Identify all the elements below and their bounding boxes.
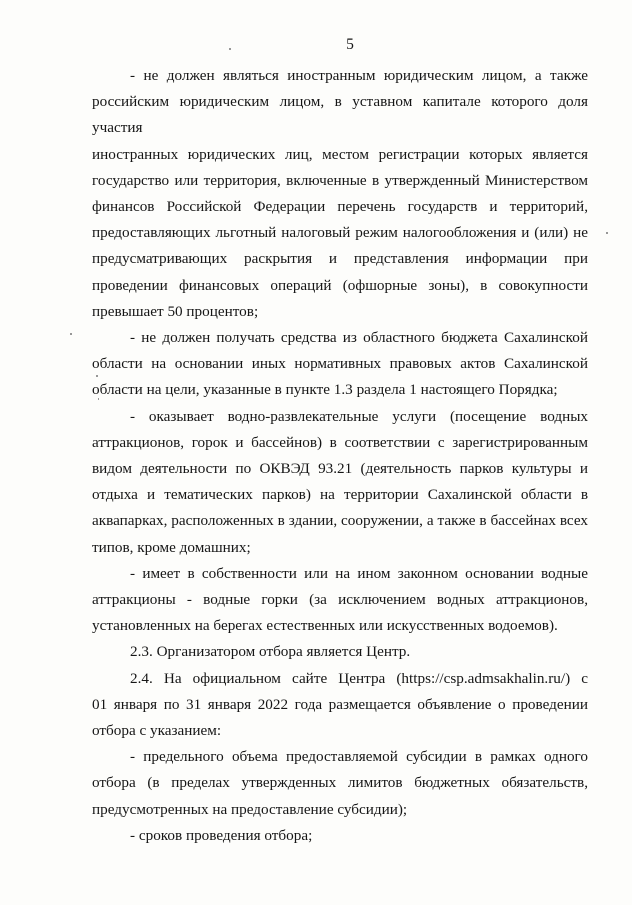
text-line: предусматривающих раскрытия и представления информации при [92, 250, 588, 268]
text-line: области на цели, указанные в пункте 1.3 раздела 1 настоящего Порядка; [92, 381, 558, 399]
paragraph [92, 639, 588, 665]
scan-speck [70, 333, 72, 335]
paragraph [92, 823, 588, 849]
text-line: отбора с указанием: [92, 722, 222, 740]
page-number: 5 [346, 36, 354, 53]
text-line: аттракционов, горок и бассейнов) в соответствии с зарегистрированным [92, 433, 588, 451]
paragraph [92, 561, 588, 640]
text-line: 2.3. Организатором отбора является Центр. [130, 643, 411, 661]
text-line: видом деятельности по ОКВЭД 93.21 (деятельность парков культуры и [92, 460, 588, 478]
text-line: иностранных юридических лиц, местом регистрации которых является [92, 145, 588, 163]
text-line: государство или территория, включенные в утвержденный Министерством [92, 171, 588, 189]
text-line: российским юридическим лицом, в уставном капитале которого доля участия [92, 93, 588, 137]
text-line: - сроков проведения отбора; [130, 826, 313, 844]
text-line: области на основании иных нормативных правовых актов Сахалинской [92, 355, 588, 373]
text-line: типов, кроме домашних; [92, 538, 251, 556]
paragraph [92, 744, 588, 823]
text-line: превышает 50 процентов; [92, 302, 259, 320]
scan-speck [96, 375, 98, 377]
text-line: предоставляющих льготный налоговый режим налогообложения и (или) не [92, 224, 588, 242]
paragraph [92, 666, 588, 745]
text-line: - не должен получать средства из областного бюджета Сахалинской [130, 329, 588, 347]
text-line: отдыха и тематических парков) на территории Сахалинской области в [92, 486, 588, 504]
text-line: - предельного объема предоставляемой субсидии в рамках одного [130, 748, 588, 766]
text-line: - не должен являться иностранным юридическим лицом, а также [130, 67, 588, 84]
scan-speck [229, 48, 231, 50]
text-line: предусмотренных на предоставление субсидии); [92, 800, 408, 818]
text-line: - оказывает водно-развлекательные услуги (посещение водных [130, 407, 588, 425]
paragraph [92, 63, 588, 325]
text-line: отбора (в пределах утвержденных лимитов бюджетных обязательств, [92, 774, 588, 792]
text-line: проведении финансовых операций (офшорные зоны), в совокупности [92, 276, 588, 294]
text-line: 01 января по 31 января 2022 года размещается объявление о проведении [92, 695, 588, 713]
text-line: установленных на берегах естественных или искусственных водоемов). [92, 617, 558, 635]
text-line: финансов Российской Федерации перечень государств и территорий, [92, 198, 588, 216]
text-line: 2.4. На официальном сайте Центра (https://csp.admsakhalin.ru/) с [130, 669, 588, 687]
document-body [92, 63, 588, 849]
text-line: аттракционы - водные горки (за исключением водных аттракционов, [92, 591, 588, 609]
scan-speck [606, 232, 608, 234]
paragraph [92, 404, 588, 561]
text-line: аквапарках, расположенных в здании, сооружении, а также в бассейнах всех [92, 512, 588, 530]
paragraph [92, 325, 588, 404]
text-line: - имеет в собственности или на ином законном основании водные [130, 564, 588, 582]
scan-speck [98, 398, 99, 400]
